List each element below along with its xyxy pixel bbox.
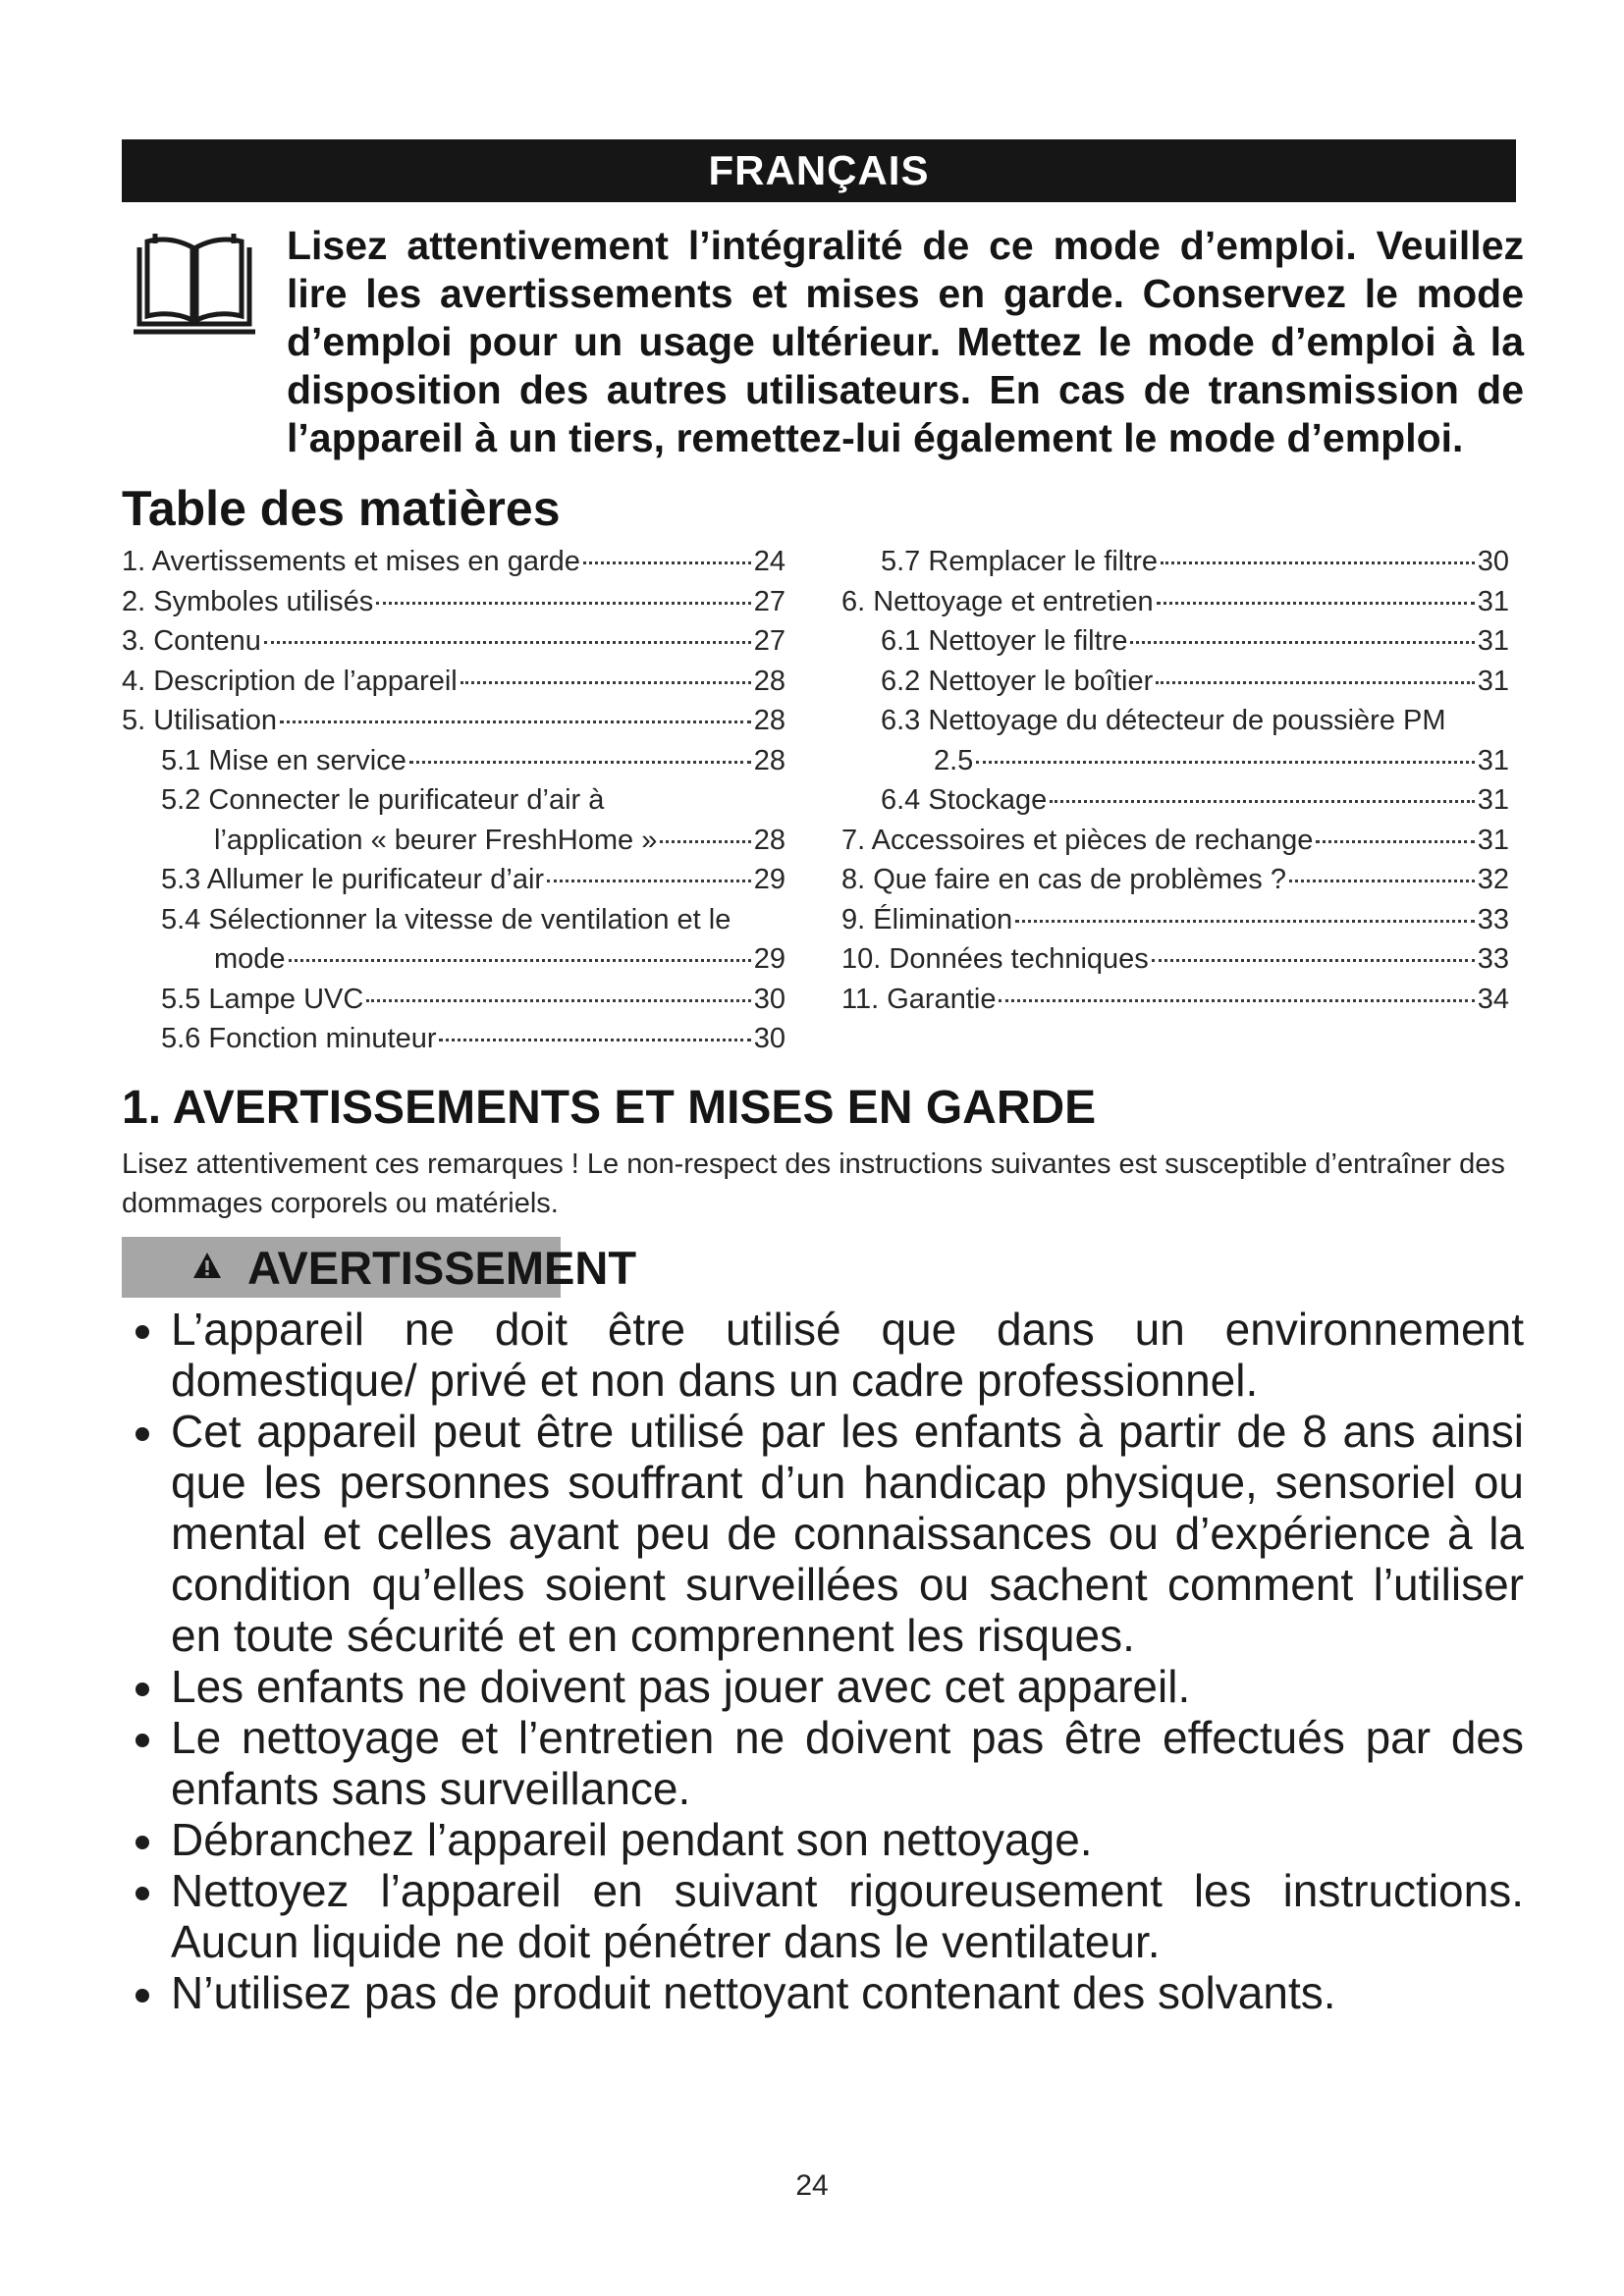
warning-item-text: L’appareil ne doit être utilisé que dans un environnement domestique/ privé et non dans un cadre professionnel. xyxy=(171,1304,1524,1406)
toc-entry xyxy=(841,980,1509,1020)
toc-leader-dots xyxy=(1161,561,1475,564)
toc-entry-label: 10. Données techniques xyxy=(841,943,1149,975)
toc-entry xyxy=(122,780,785,821)
toc-entry xyxy=(841,582,1509,622)
toc-entry-label: l’application « beurer FreshHome » xyxy=(214,824,658,856)
toc-entry-page: 28 xyxy=(753,665,785,697)
toc-leader-dots xyxy=(1289,880,1475,882)
toc-entry xyxy=(122,939,785,980)
toc-entry-label: 6. Nettoyage et entretien xyxy=(841,585,1154,617)
toc-entry-page: 34 xyxy=(1477,983,1509,1015)
warning-item xyxy=(135,1304,1524,1406)
toc-entry xyxy=(122,662,785,702)
toc-entry-label: 5.5 Lampe UVC xyxy=(161,983,364,1015)
toc-entry-page: 28 xyxy=(753,744,785,776)
toc-column-left xyxy=(122,542,785,1059)
toc-entry-page: 30 xyxy=(753,983,785,1015)
toc-entry-page: 28 xyxy=(753,705,785,736)
warning-item xyxy=(135,1865,1524,1967)
toc-leader-dots xyxy=(660,840,750,843)
bullet-dot-icon xyxy=(135,1325,149,1339)
toc-leader-dots xyxy=(1316,840,1474,843)
bullet-dot-icon xyxy=(135,1427,149,1441)
section-title: 1. AVERTISSEMENTS ET MISES EN GARDE xyxy=(122,1082,1097,1134)
toc-entry xyxy=(841,662,1509,702)
language-header: FRANÇAIS xyxy=(122,139,1516,202)
toc-entry xyxy=(122,980,785,1020)
toc-entry-label: 5.7 Remplacer le filtre xyxy=(881,546,1159,577)
warning-item-text: Cet appareil peut être utilisé par les enfants à partir de 8 ans ainsi que les personnes souffrant d’un handicap physique, sensoriel ou mental et celles ayant peu de connaissances ou d’expérience à la condition qu’elles soient surveillées ou sachent comment l’utiliser en toute sécurité et en comprennent les risques. xyxy=(171,1406,1524,1661)
toc-entry-label: 9. Élimination xyxy=(841,903,1013,935)
warning-item-text: N’utilisez pas de produit nettoyant contenant des solvants. xyxy=(171,1967,1336,2018)
toc-entry-label: 6.2 Nettoyer le boîtier xyxy=(881,665,1154,697)
toc-entry-label: 5.1 Mise en service xyxy=(161,744,406,776)
toc-entry-label: 2.5 xyxy=(934,744,974,776)
toc-entry xyxy=(841,900,1509,940)
toc-entry xyxy=(122,542,785,582)
toc-entry-label: 8. Que faire en cas de problèmes ? xyxy=(841,864,1286,895)
warning-item xyxy=(135,1661,1524,1712)
toc-entry-label: 11. Garantie xyxy=(841,983,997,1015)
toc-entry-label: 7. Accessoires et pièces de rechange xyxy=(841,824,1314,856)
toc-entry-label: 1. Avertissements et mises en garde xyxy=(122,546,580,577)
toc-leader-dots xyxy=(439,1039,750,1041)
toc-entry-page: 29 xyxy=(753,943,785,975)
toc-entry xyxy=(841,741,1509,781)
toc-entry xyxy=(841,621,1509,662)
toc-entry xyxy=(122,821,785,861)
toc-entry xyxy=(841,780,1509,821)
bullet-dot-icon xyxy=(135,1989,149,2002)
intro-notice: Lisez attentivement l’intégralité de ce mode d’emploi. Veuillez lire les avertissements et mises en garde. Conservez le mode d’emploi pour un usage ultérieur. Mettez le mode d’emploi à la disposition des autres utilisateurs. En cas de transmission de l’appareil à un tiers, remettez-lui également le mode d’emploi. xyxy=(287,223,1524,460)
toc-leader-dots xyxy=(1156,681,1474,684)
toc-entry-page: 33 xyxy=(1477,943,1509,975)
toc-entry xyxy=(122,701,785,741)
toc-entry xyxy=(841,542,1509,582)
warning-label: AVERTISSEMENT xyxy=(247,1241,637,1294)
toc-entry-label: 6.3 Nettoyage du détecteur de poussière PM xyxy=(881,705,1446,736)
toc-leader-dots xyxy=(976,761,1474,764)
toc-entry-label: 3. Contenu xyxy=(122,625,261,657)
toc-title: Table des matières xyxy=(122,481,561,536)
bullet-dot-icon xyxy=(135,1734,149,1747)
toc-entry-label: 6.4 Stockage xyxy=(881,784,1048,816)
warning-item-text: Nettoyez l’appareil en suivant rigoureusement les instructions. Aucun liquide ne doit pénétrer dans le ventilateur. xyxy=(171,1865,1524,1967)
toc-entry-label: 2. Symboles utilisés xyxy=(122,585,374,617)
bullet-dot-icon xyxy=(135,1682,149,1696)
toc-entry xyxy=(122,741,785,781)
toc-leader-dots xyxy=(1015,920,1475,923)
toc-entry xyxy=(122,1019,785,1059)
toc-entry xyxy=(122,621,785,662)
toc-entry-page: 27 xyxy=(753,585,785,617)
bullet-dot-icon xyxy=(135,1836,149,1849)
toc-entry-label: 5.2 Connecter le purificateur d’air à xyxy=(161,784,605,816)
toc-leader-dots xyxy=(583,561,751,564)
toc-leader-dots xyxy=(366,999,750,1002)
toc-leader-dots xyxy=(460,681,751,684)
toc-entry xyxy=(841,939,1509,980)
toc-entry xyxy=(841,821,1509,861)
toc-entry xyxy=(841,860,1509,900)
toc-entry-page: 31 xyxy=(1477,585,1509,617)
toc-entry-label: 5.4 Sélectionner la vitesse de ventilation et le xyxy=(161,903,731,935)
toc-column-right xyxy=(841,542,1509,1019)
bullet-dot-icon xyxy=(135,1887,149,1900)
warning-item-text: Les enfants ne doivent pas jouer avec cet appareil. xyxy=(171,1661,1191,1712)
toc-entry-page: 27 xyxy=(753,625,785,657)
toc-entry-page: 29 xyxy=(753,864,785,895)
toc-leader-dots xyxy=(547,880,751,882)
warning-item xyxy=(135,1967,1524,2018)
toc-entry-page: 31 xyxy=(1477,625,1509,657)
toc-leader-dots xyxy=(376,602,750,605)
toc-leader-dots xyxy=(280,721,751,723)
toc-entry-label: mode xyxy=(214,943,286,975)
toc-entry xyxy=(122,900,785,940)
open-book-icon xyxy=(130,228,259,342)
warning-item-text: Débranchez l’appareil pendant son nettoyage. xyxy=(171,1814,1093,1865)
toc-leader-dots xyxy=(1050,800,1474,803)
warning-item xyxy=(135,1712,1524,1814)
warning-item xyxy=(135,1406,1524,1661)
toc-entry xyxy=(122,582,785,622)
toc-entry-label: 5. Utilisation xyxy=(122,705,277,736)
toc-entry xyxy=(122,860,785,900)
toc-entry-label: 6.1 Nettoyer le filtre xyxy=(881,625,1128,657)
toc-leader-dots xyxy=(1130,641,1474,644)
page-number: 24 xyxy=(795,2169,829,2202)
toc-entry-label: 4. Description de l’appareil xyxy=(122,665,458,697)
toc-leader-dots xyxy=(409,761,751,764)
toc-leader-dots xyxy=(1157,602,1475,605)
section-intro: Lisez attentivement ces remarques ! Le non-respect des instructions suivantes est susceptible d’entraîner des dommages corporels ou matériels. xyxy=(122,1148,1505,1219)
toc-entry-label: 5.3 Allumer le purificateur d’air xyxy=(161,864,545,895)
toc-entry-page: 33 xyxy=(1477,903,1509,935)
warning-triangle-icon xyxy=(192,1252,222,1279)
toc-entry xyxy=(841,701,1509,741)
toc-entry-page: 31 xyxy=(1477,744,1509,776)
toc-entry-page: 24 xyxy=(753,546,785,577)
warning-list xyxy=(135,1304,1524,2018)
toc-leader-dots xyxy=(289,959,751,962)
toc-entry-page: 30 xyxy=(1477,546,1509,577)
toc-entry-page: 30 xyxy=(753,1023,785,1054)
toc-entry-page: 31 xyxy=(1477,824,1509,856)
warning-item xyxy=(135,1814,1524,1865)
warning-heading xyxy=(192,1237,636,1298)
toc-entry-page: 28 xyxy=(753,824,785,856)
toc-leader-dots xyxy=(264,641,751,644)
toc-entry-page: 31 xyxy=(1477,665,1509,697)
toc-entry-page: 32 xyxy=(1477,864,1509,895)
toc-leader-dots xyxy=(999,999,1474,1002)
toc-entry-label: 5.6 Fonction minuteur xyxy=(161,1023,437,1054)
warning-item-text: Le nettoyage et l’entretien ne doivent pas être effectués par des enfants sans surveillance. xyxy=(171,1712,1524,1814)
toc-leader-dots xyxy=(1152,959,1475,962)
toc-entry-page: 31 xyxy=(1477,784,1509,816)
